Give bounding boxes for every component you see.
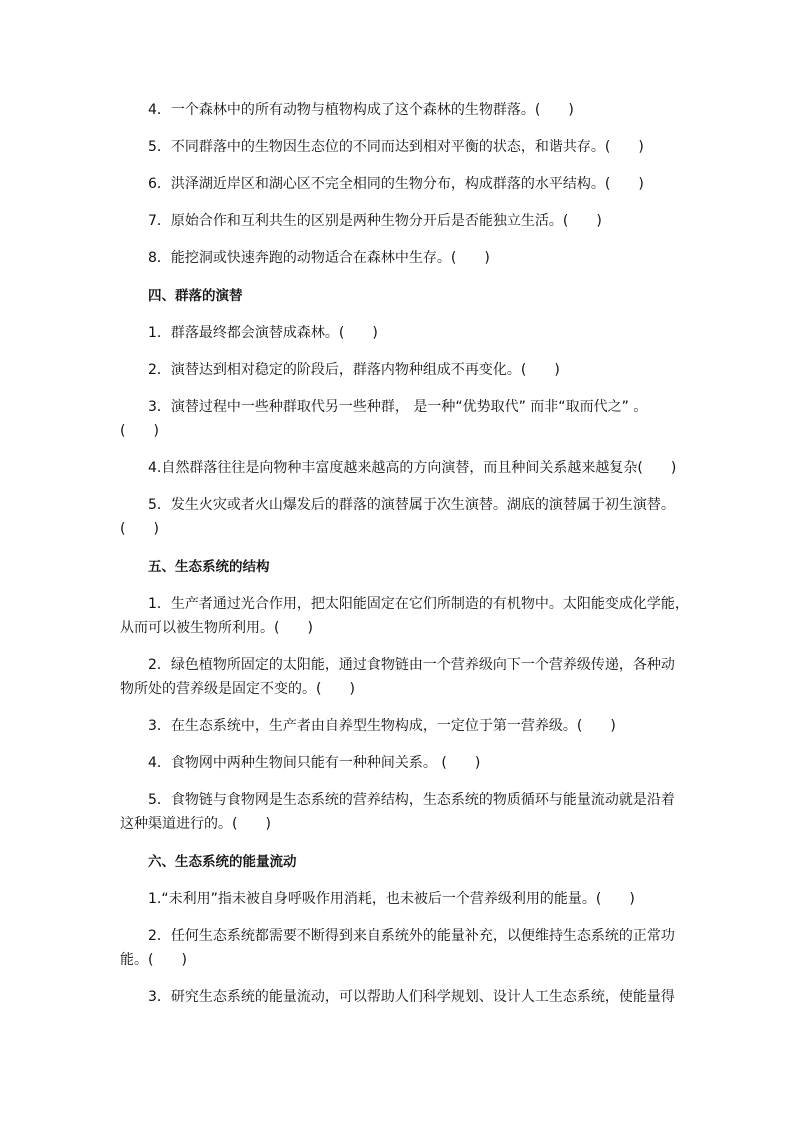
question-item-continuation: ( ) <box>120 423 159 439</box>
question-item-continuation: 能。( ) <box>120 952 187 968</box>
question-item-continuation: 物所处的营养级是固定不变的。( ) <box>120 681 355 697</box>
question-item: 1．生产者通过光合作用，把太阳能固定在它们所制造的有机物中。太阳能变成化学能， <box>148 596 689 612</box>
question-item: 3．演替过程中一些种群取代另一些种群， 是一种“优势取代” 而非“取而代之” 。 <box>148 399 648 415</box>
question-item: 1.“未利用”指未被自身呼吸作用消耗，也未被后一个营养级利用的能量。( ) <box>148 891 635 907</box>
question-item-continuation: 从而可以被生物所利用。( ) <box>120 620 313 636</box>
question-item-continuation: 这种渠道进行的。( ) <box>120 816 271 832</box>
question-item-continuation: ( ) <box>120 521 159 537</box>
question-item: 8．能挖洞或快速奔跑的动物适合在森林中生存。( ) <box>148 250 490 266</box>
question-item: 2．演替达到相对稳定的阶段后，群落内物种组成不再变化。( ) <box>148 362 560 378</box>
question-item: 4．一个森林中的所有动物与植物构成了这个森林的生物群落。( ) <box>148 102 574 118</box>
question-item: 3．在生态系统中，生产者由自养型生物构成，一定位于第一营养级。( ) <box>148 718 616 734</box>
question-item: 4.自然群落往往是向物种丰富度越来越高的方向演替，而且种间关系越来越复杂( ) <box>148 460 677 476</box>
question-item: 6．洪泽湖近岸区和湖心区不完全相同的生物分布，构成群落的水平结构。( ) <box>148 176 644 192</box>
section-heading: 四、群落的演替 <box>148 288 243 304</box>
question-item: 1．群落最终都会演替成森林。( ) <box>148 325 378 341</box>
question-item: 2．任何生态系统都需要不断得到来自系统外的能量补充，以便维持生态系统的正常功 <box>148 928 675 944</box>
question-item: 4．食物网中两种生物间只能有一种种间关系。 ( ) <box>148 755 481 771</box>
question-item: 2．绿色植物所固定的太阳能，通过食物链由一个营养级向下一个营养级传递，各种动 <box>148 657 675 673</box>
section-heading: 五、生态系统的结构 <box>148 559 270 575</box>
question-item: 7．原始合作和互利共生的区别是两种生物分开后是否能独立生活。( ) <box>148 213 602 229</box>
question-item: 3．研究生态系统的能量流动，可以帮助人们科学规划、设计人工生态系统，使能量得 <box>148 989 675 1005</box>
section-heading: 六、生态系统的能量流动 <box>148 854 297 870</box>
question-item: 5．不同群落中的生物因生态位的不同而达到相对平衡的状态，和谐共存。( ) <box>148 139 644 155</box>
question-item: 5．发生火灾或者火山爆发后的群落的演替属于次生演替。湖底的演替属于初生演替。 <box>148 497 675 513</box>
question-item: 5．食物链与食物网是生态系统的营养结构，生态系统的物质循环与能量流动就是沿着 <box>148 792 675 808</box>
